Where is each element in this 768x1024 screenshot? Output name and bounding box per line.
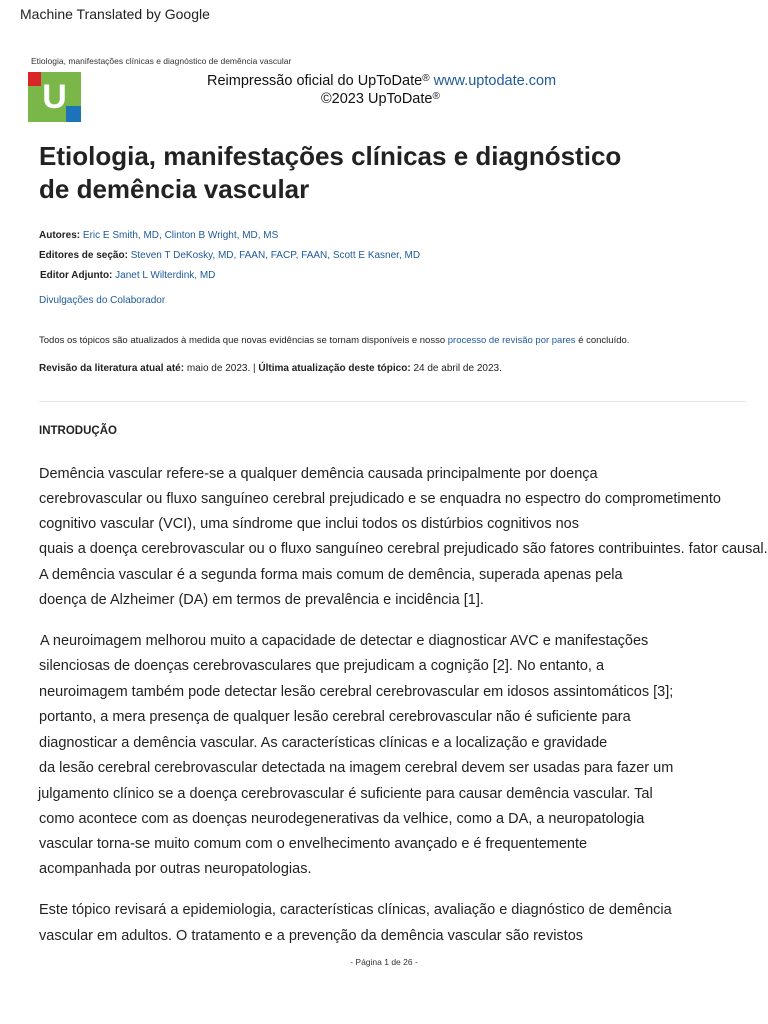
logo-blue-square xyxy=(66,106,81,122)
review-dates-line xyxy=(39,363,502,374)
machine-translated-banner: Machine Translated by Google xyxy=(20,6,210,22)
paragraph-line: cognitivo vascular (VCI), uma síndrome que inclui todos os distúrbios cognitivos nos xyxy=(39,516,579,532)
uptodate-logo-icon xyxy=(28,72,81,122)
copyright-line xyxy=(321,91,440,107)
paragraph-line: como acontece com as doenças neurodegenerativas da velhice, como a DA, a neuropatologia xyxy=(39,811,645,827)
authors-link[interactable]: Eric E Smith, MD, Clinton B Wright, MD, MS xyxy=(82,230,279,241)
deputy-editor-line xyxy=(40,270,215,281)
paragraph-line: portanto, a mera presença de qualquer lesão cerebral cerebrovascular não é suficiente para xyxy=(39,709,631,725)
registered-mark: ® xyxy=(432,91,440,102)
paragraph-line: A demência vascular é a segunda forma mais comum de demência, superada apenas pela xyxy=(39,567,623,583)
paragraph-line: quais a doença cerebrovascular ou o fluxo sanguíneo cerebral prejudicado são fatores contribuintes. fator causal. xyxy=(39,541,768,557)
update-note-prefix: Todos os tópicos são atualizados à medida que novas evidências se tornam disponíveis e nosso xyxy=(39,335,446,346)
section-editors-label: Editores de seção: xyxy=(39,250,128,261)
paragraph-line: vascular torna-se muito comum com o envelhecimento avançado e é frequentemente xyxy=(39,836,588,852)
section-editors-link[interactable]: Steven T DeKosky, MD, FAAN, FACP, FAAN, Scott E Kasner, MD xyxy=(130,250,421,261)
reprint-text: Reimpressão oficial do UpToDate xyxy=(207,73,423,89)
running-head: Etiologia, manifestações clínicas e diagnóstico de demência vascular xyxy=(31,56,292,66)
paragraph-line: A neuroimagem melhorou muito a capacidade de detectar e diagnosticar AVC e manifestações xyxy=(40,633,649,649)
page-title xyxy=(39,140,699,206)
last-updated-date: 24 de abril de 2023. xyxy=(413,363,502,374)
paragraph-line: neuroimagem também pode detectar lesão cerebral cerebrovascular em idosos assintomáticos [3]; xyxy=(39,684,674,700)
update-note xyxy=(39,335,629,346)
registered-mark: ® xyxy=(422,73,430,84)
paragraph-line: cerebrovascular ou fluxo sanguíneo cerebral prejudicado e se enquadra no espectro do comprometimento xyxy=(39,491,721,507)
update-note-suffix: é concluído. xyxy=(578,335,630,346)
logo-letter: U xyxy=(42,78,67,116)
paragraph-line: doença de Alzheimer (DA) em termos de prevalência e incidência [1]. xyxy=(39,592,484,608)
review-separator: | xyxy=(253,363,256,374)
paragraph-line: Demência vascular refere-se a qualquer demência causada principalmente por doença xyxy=(39,466,598,482)
literature-review-label: Revisão da literatura atual até: xyxy=(39,363,185,374)
paragraph-line: julgamento clínico se a doença cerebrovascular é suficiente para causar demência vascular. Tal xyxy=(38,786,653,802)
deputy-editor-link[interactable]: Janet L Wilterdink, MD xyxy=(115,270,216,281)
title-line: Etiologia, manifestações clínicas e diagnóstico xyxy=(39,141,622,171)
page-number: - Página 1 de 26 - xyxy=(350,957,418,967)
introduction-heading: INTRODUÇÃO xyxy=(39,425,117,437)
paragraph-line: vascular em adultos. O tratamento e a prevenção da demência vascular são revistos xyxy=(39,928,584,944)
peer-review-process-link[interactable]: processo de revisão por pares xyxy=(447,335,576,346)
paragraph-line: silenciosas de doenças cerebrovasculares que prejudicam a cognição [2]. No entanto, a xyxy=(39,658,605,674)
contributor-disclosures-link[interactable]: Divulgações do Colaborador xyxy=(39,295,166,306)
deputy-editor-label: Editor Adjunto: xyxy=(40,270,113,281)
literature-review-date: maio de 2023. xyxy=(186,363,251,374)
paragraph-line: diagnosticar a demência vascular. As características clínicas e a localização e gravidade xyxy=(39,735,608,751)
copyright-text: ©2023 UpToDate xyxy=(321,91,433,107)
disclosures-line xyxy=(39,295,165,306)
section-divider xyxy=(39,401,746,402)
paragraph-line: Este tópico revisará a epidemiologia, características clínicas, avaliação e diagnóstico de demência xyxy=(39,902,672,918)
title-line: de demência vascular xyxy=(39,174,310,204)
logo-red-square xyxy=(28,72,41,86)
paragraph-line: da lesão cerebral cerebrovascular detectada na imagem cerebral devem ser usadas para fazer um xyxy=(39,760,674,776)
authors-line xyxy=(39,230,278,241)
reprint-line xyxy=(207,73,556,89)
last-updated-label: Última atualização deste tópico: xyxy=(258,363,411,374)
section-editors-line xyxy=(39,250,420,261)
uptodate-url-link[interactable]: www.uptodate.com xyxy=(433,73,557,89)
paragraph-line: acompanhada por outras neuropatologias. xyxy=(39,861,312,877)
authors-label: Autores: xyxy=(39,230,81,241)
